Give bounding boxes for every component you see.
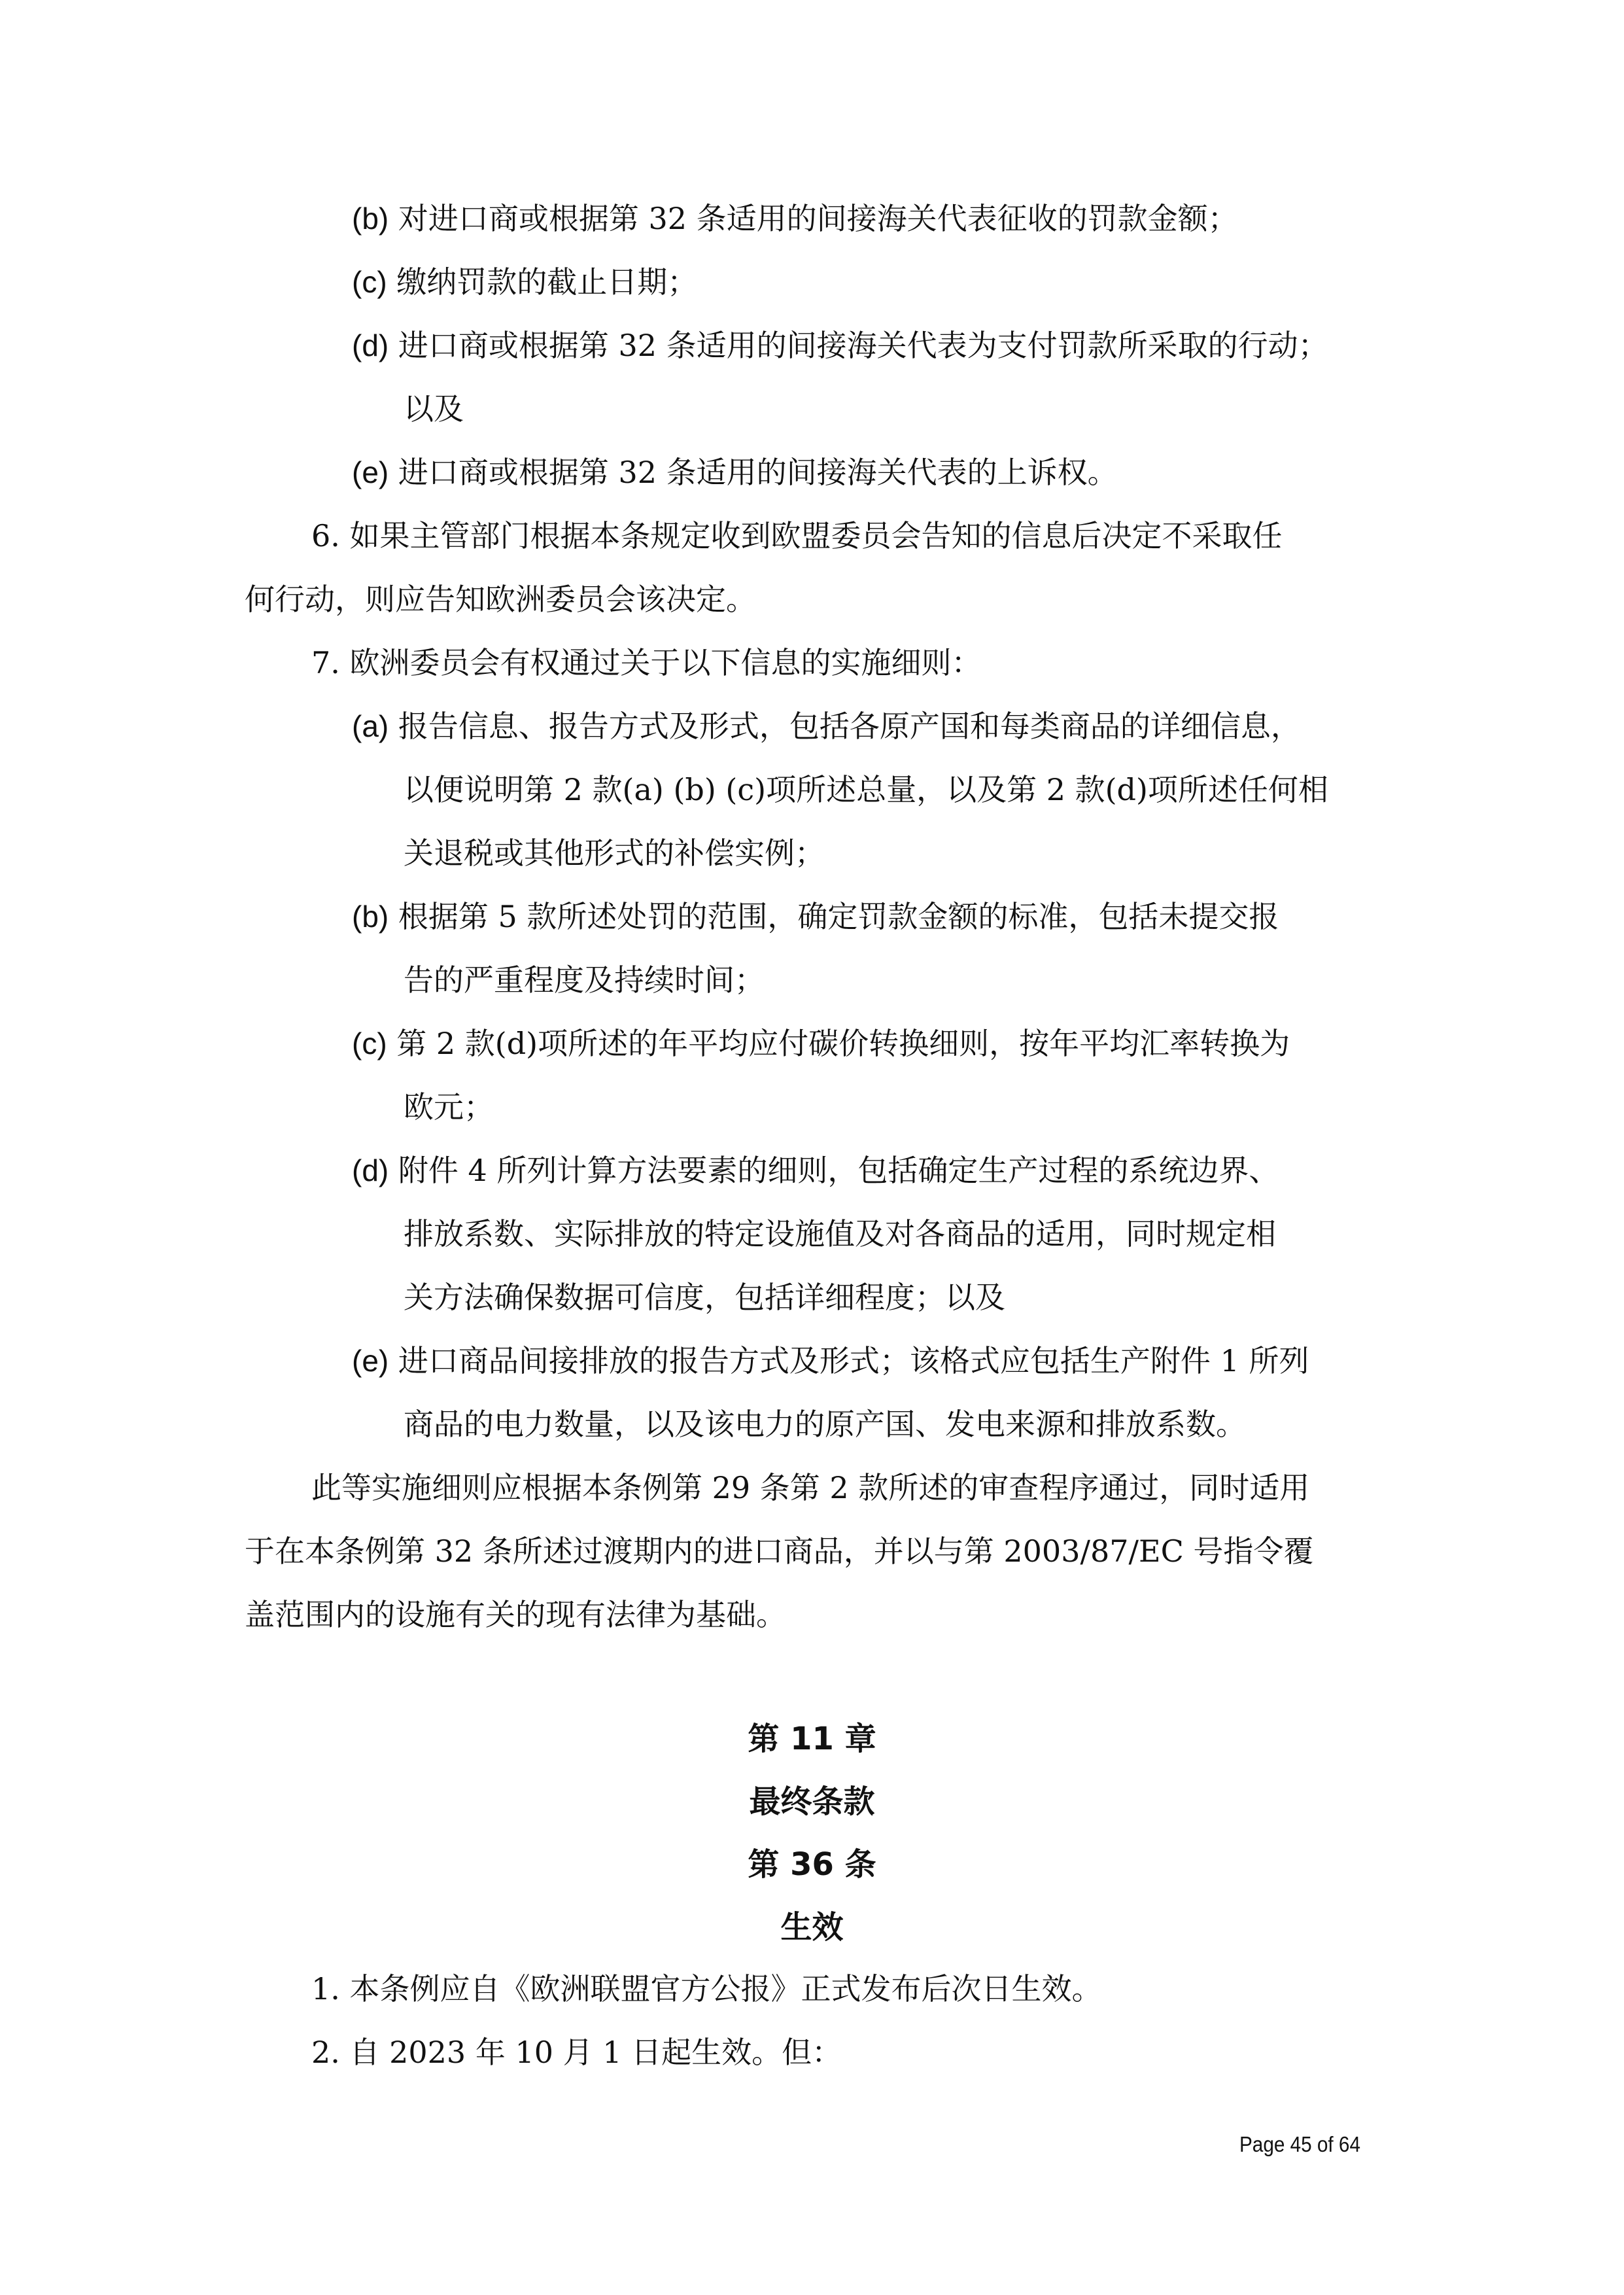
item-text: 进口商品间接排放的报告方式及形式；该格式应包括生产附件 1 所列 — [398, 1343, 1309, 1378]
list-item-continuation: 告的严重程度及持续时间； — [404, 962, 765, 998]
list-item-continuation: 欧元； — [404, 1089, 494, 1125]
para7-item-a — [352, 707, 1301, 746]
para7-item-d — [352, 1151, 1279, 1190]
list-item-e — [352, 453, 1118, 492]
para7-item-e — [352, 1341, 1309, 1380]
article-heading: 第 36 条 — [748, 1846, 876, 1883]
paragraph-6-line: 何行动，则应告知欧洲委员会该决定。 — [245, 582, 756, 617]
chapter-heading: 第 11 章 — [748, 1721, 876, 1757]
item-text: 进口商或根据第 32 条适用的间接海关代表的上诉权。 — [398, 455, 1118, 490]
page-number: Page 45 of 64 — [1239, 2132, 1360, 2156]
item-label: (d) — [352, 328, 389, 362]
item-label: (a) — [352, 709, 389, 743]
item-text: 对进口商或根据第 32 条适用的间接海关代表征收的罚款金额； — [398, 201, 1238, 236]
item-label: (e) — [352, 1344, 389, 1378]
item-label: (b) — [352, 900, 389, 934]
item-text: 第 2 款(d)项所述的年平均应付碳价转换细则，按年平均汇率转换为 — [396, 1026, 1290, 1061]
article-title: 生效 — [780, 1909, 844, 1946]
para7-item-c — [352, 1024, 1290, 1063]
item-label: (d) — [352, 1153, 389, 1187]
paragraph-6-line: 6. 如果主管部门根据本条规定收到欧盟委员会告知的信息后决定不采取任 — [311, 518, 1283, 553]
article-paragraph-1: 1. 本条例应自《欧洲联盟官方公报》正式发布后次日生效。 — [311, 1971, 1102, 2006]
closing-paragraph-line: 此等实施细则应根据本条例第 29 条第 2 款所述的审查程序通过，同时适用 — [311, 1470, 1310, 1505]
item-label: (c) — [352, 1026, 387, 1060]
closing-paragraph-line: 盖范围内的设施有关的现有法律为基础。 — [245, 1597, 786, 1632]
closing-paragraph-line: 于在本条例第 32 条所述过渡期内的进口商品，并以与第 2003/87/EC 号指令覆 — [245, 1533, 1314, 1569]
article-paragraph-2: 2. 自 2023 年 10 月 1 日起生效。但： — [311, 2035, 842, 2070]
paragraph-7-intro: 7. 欧洲委员会有权通过关于以下信息的实施细则： — [311, 645, 982, 680]
list-item-continuation: 关方法确保数据可信度，包括详细程度；以及 — [404, 1280, 1005, 1315]
item-label: (e) — [352, 455, 389, 489]
list-item-d — [352, 326, 1328, 365]
item-label: (b) — [352, 201, 389, 236]
chapter-title: 最终条款 — [749, 1783, 875, 1820]
item-text: 进口商或根据第 32 条适用的间接海关代表为支付罚款所采取的行动； — [398, 328, 1328, 363]
list-item-continuation: 排放系数、实际排放的特定设施值及对各商品的适用，同时规定相 — [404, 1216, 1276, 1252]
item-text: 附件 4 所列计算方法要素的细则，包括确定生产过程的系统边界、 — [398, 1153, 1279, 1188]
item-text: 缴纳罚款的截止日期； — [396, 264, 698, 300]
list-item-continuation: 商品的电力数量，以及该电力的原产国、发电来源和排放系数。 — [404, 1407, 1246, 1442]
list-item-c — [352, 262, 697, 302]
list-item-continuation: 以及 — [404, 391, 464, 427]
list-item-continuation: 关退税或其他形式的补偿实例； — [404, 835, 825, 871]
item-label: (c) — [352, 265, 387, 299]
para7-item-b — [352, 897, 1279, 936]
list-item-continuation: 以便说明第 2 款(a) (b) (c)项所述总量，以及第 2 款(d)项所述任何相 — [404, 772, 1328, 807]
list-item-b — [352, 199, 1238, 238]
item-text: 报告信息、报告方式及形式，包括各原产国和每类商品的详细信息， — [398, 709, 1301, 744]
item-text: 根据第 5 款所述处罚的范围，确定罚款金额的标准，包括未提交报 — [398, 899, 1279, 934]
